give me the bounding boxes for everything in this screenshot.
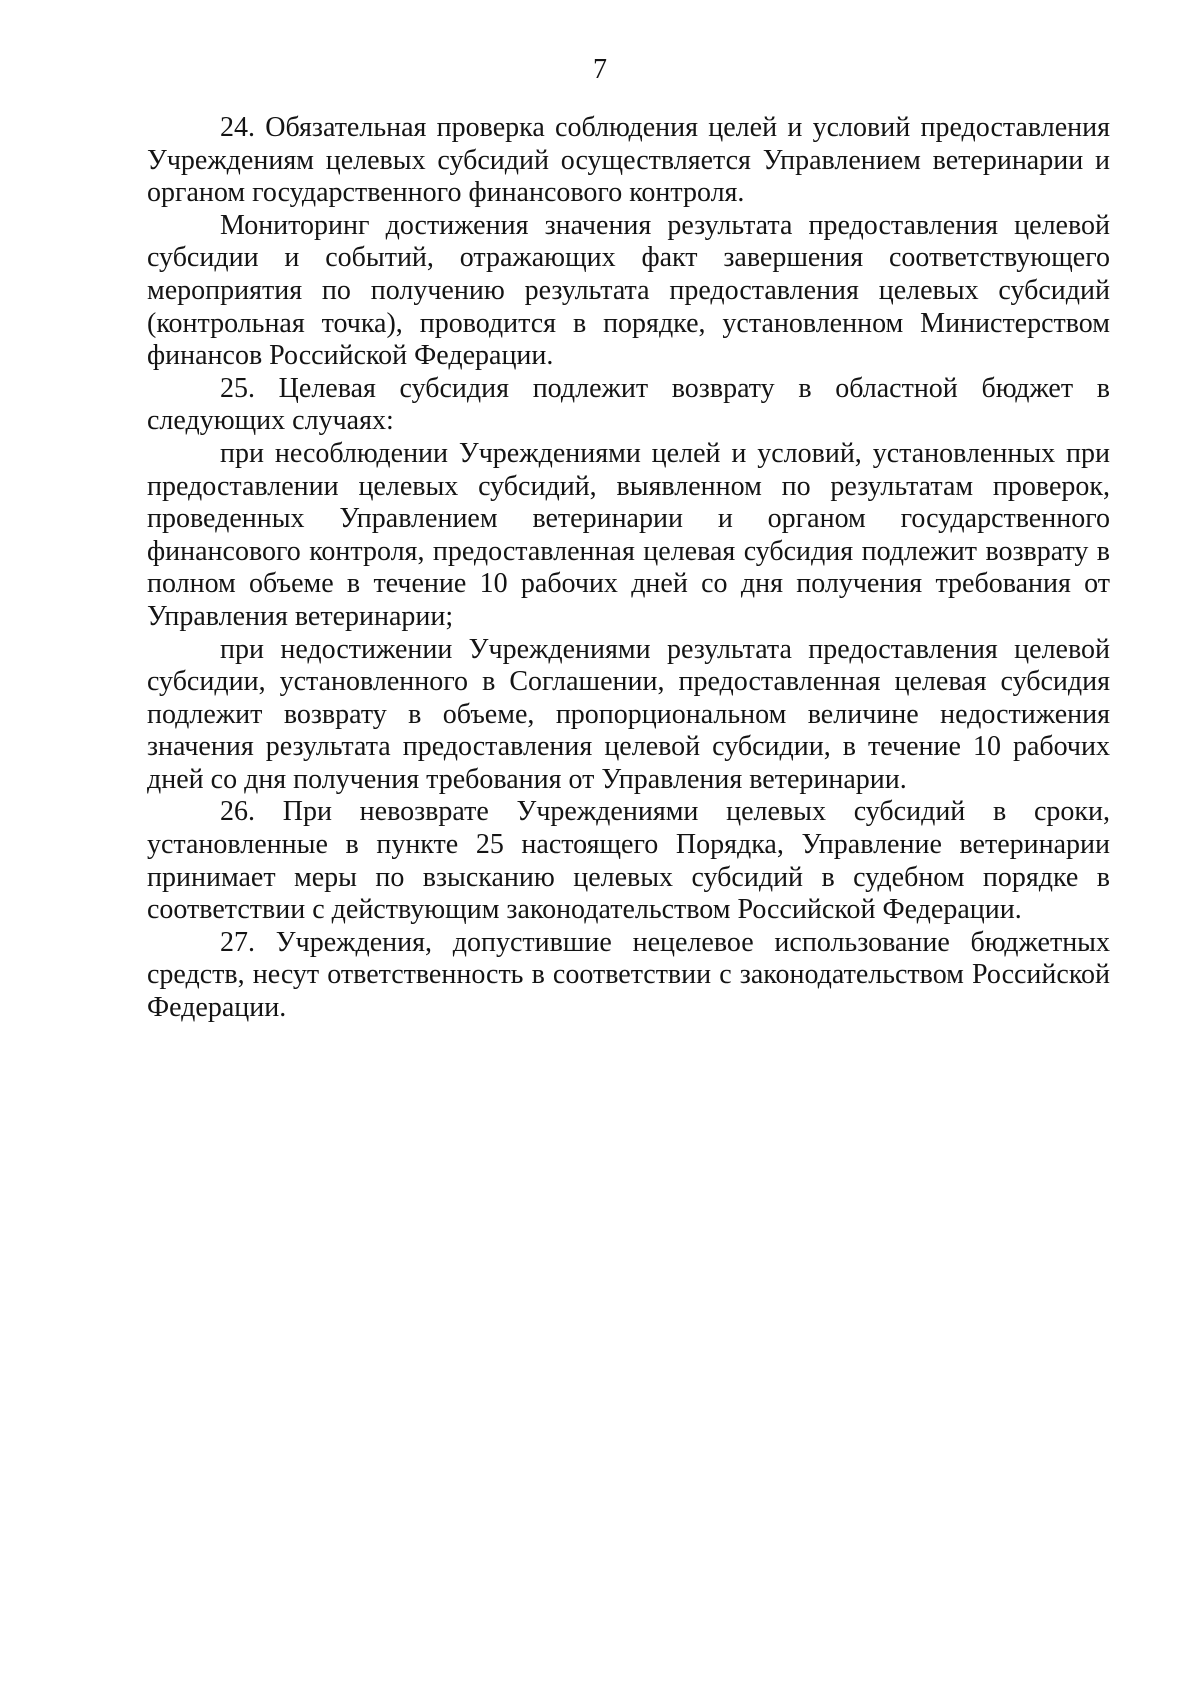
paragraph-monitoring: Мониторинг достижения значения результата предоставления целевой субсидии и событий, отражающих факт завершения соответствующего мероприятия по получению результата предоставления целевых субсидий (контрольная точка), проводится в порядке, установленном Министерством финансов Российской Федерации.	[147, 209, 1110, 372]
paragraph-24: 24. Обязательная проверка соблюдения целей и условий предоставления Учреждениям целевых субсидий осуществляется Управлением ветеринарии и органом государственного финансового контроля.	[147, 112, 1110, 209]
paragraph-25-case-violation: при несоблюдении Учреждениями целей и условий, установленных при предоставлении целевых субсидий, выявленном по результатам проверок, проведенных Управлением ветеринарии и органом государственного финансового контроля, предоставленная целевая субсидия подлежит возврату в полном объеме в течение 10 рабочих дней со дня получения требования от Управления ветеринарии;	[147, 437, 1110, 632]
document-body	[147, 112, 1110, 1025]
paragraph-26: 26. При невозврате Учреждениями целевых субсидий в сроки, установленные в пункте 25 настоящего Порядка, Управление ветеринарии принимает меры по взысканию целевых субсидий в судебном порядке в соответствии с действующим законодательством Российской Федерации.	[147, 796, 1110, 926]
paragraph-27: 27. Учреждения, допустившие нецелевое использование бюджетных средств, несут ответственность в соответствии с законодательством Российской Федерации.	[147, 926, 1110, 1024]
paragraph-25-case-non-achievement: при недостижении Учреждениями результата предоставления целевой субсидии, установленного в Соглашении, предоставленная целевая субсидия подлежит возврату в объеме, пропорциональном величине недостижения значения результата предоставления целевой субсидии, в течение 10 рабочих дней со дня получения требования от Управления ветеринарии.	[147, 633, 1110, 795]
page-number: 7	[593, 54, 607, 85]
paragraph-25: 25. Целевая субсидия подлежит возврату в областной бюджет в следующих случаях:	[147, 372, 1110, 437]
